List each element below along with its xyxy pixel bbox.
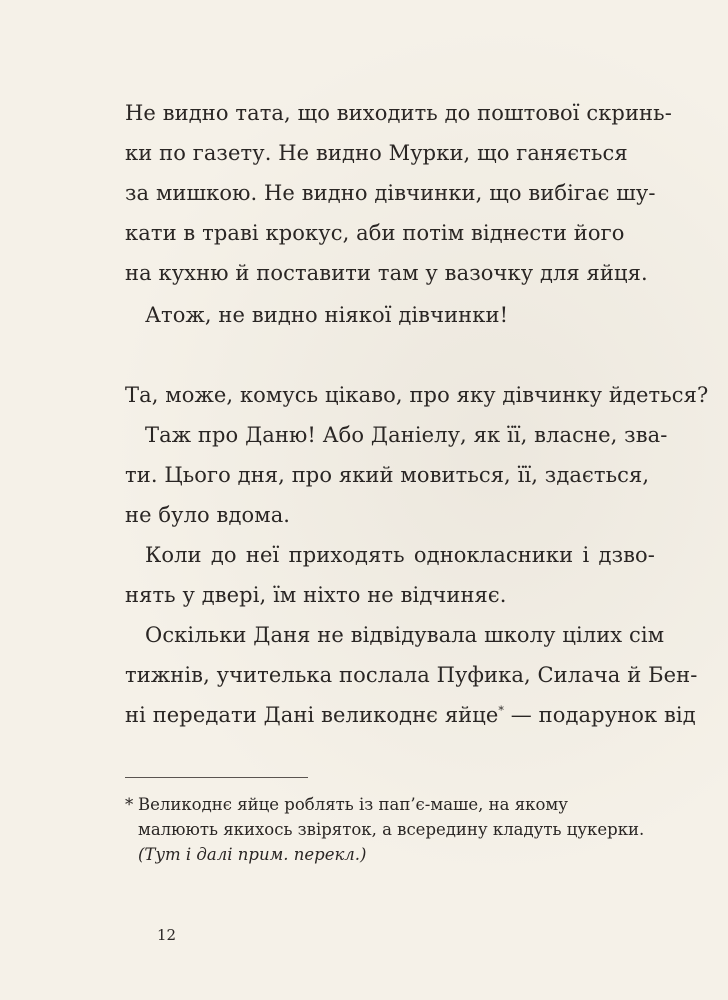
text-fragment: — подарунок від bbox=[510, 703, 696, 727]
footnote-reference: * bbox=[498, 704, 505, 717]
text-line: кати в траві крокус, аби потім віднести його bbox=[125, 221, 625, 245]
text-line: не було вдома. bbox=[125, 503, 291, 527]
text-line: тижнів, учителька послала Пуфика, Силача й Бен- bbox=[125, 663, 698, 687]
text-line: нять у двері, їм ніхто не відчиняє. bbox=[125, 583, 507, 607]
text-line: Оскільки Даня не відвідувала школу цілих сім bbox=[145, 623, 665, 647]
text-line: Не видно тата, що виходить до поштової скринь- bbox=[125, 101, 672, 125]
footnote-text: Великоднє яйце роблять із пап’є-маше, на якому bbox=[138, 795, 568, 814]
text-line: за мишкою. Не видно дівчинки, що вибігає шу- bbox=[125, 181, 656, 205]
paragraph-2 bbox=[125, 295, 655, 335]
text-line: Коли до неї приходять однокласники і дзво- bbox=[145, 543, 655, 567]
paragraph-1 bbox=[125, 93, 672, 293]
text-line: Та, може, комусь цікаво, про яку дівчинку йдеться? bbox=[125, 383, 709, 407]
footnote-line bbox=[125, 792, 655, 817]
text-line: ки по газету. Не видно Мурки, що ганяється bbox=[125, 141, 628, 165]
text-line: ти. Цього дня, про який мовиться, її, здається, bbox=[125, 463, 650, 487]
footnote-line: (Тут і далі прим. перекл.) bbox=[138, 845, 367, 864]
footnote-marker: * bbox=[125, 795, 134, 814]
page-number: 12 bbox=[157, 926, 177, 944]
text-line: Таж про Даню! Або Даніелу, як її, власне, зва- bbox=[145, 423, 668, 447]
paragraph-3 bbox=[125, 375, 709, 735]
text-line bbox=[125, 695, 696, 735]
text-line: на кухню й поставити там у вазочку для яйця. bbox=[125, 261, 648, 285]
footnote bbox=[125, 792, 655, 867]
footnote-line: малюють якихось звіряток, а всередину кладуть цукерки. bbox=[138, 820, 645, 839]
text-line: Атож, не видно ніякої дівчинки! bbox=[145, 303, 509, 327]
footnote-divider bbox=[125, 777, 308, 778]
text-fragment: ні передати Дані великоднє яйце bbox=[125, 703, 499, 727]
